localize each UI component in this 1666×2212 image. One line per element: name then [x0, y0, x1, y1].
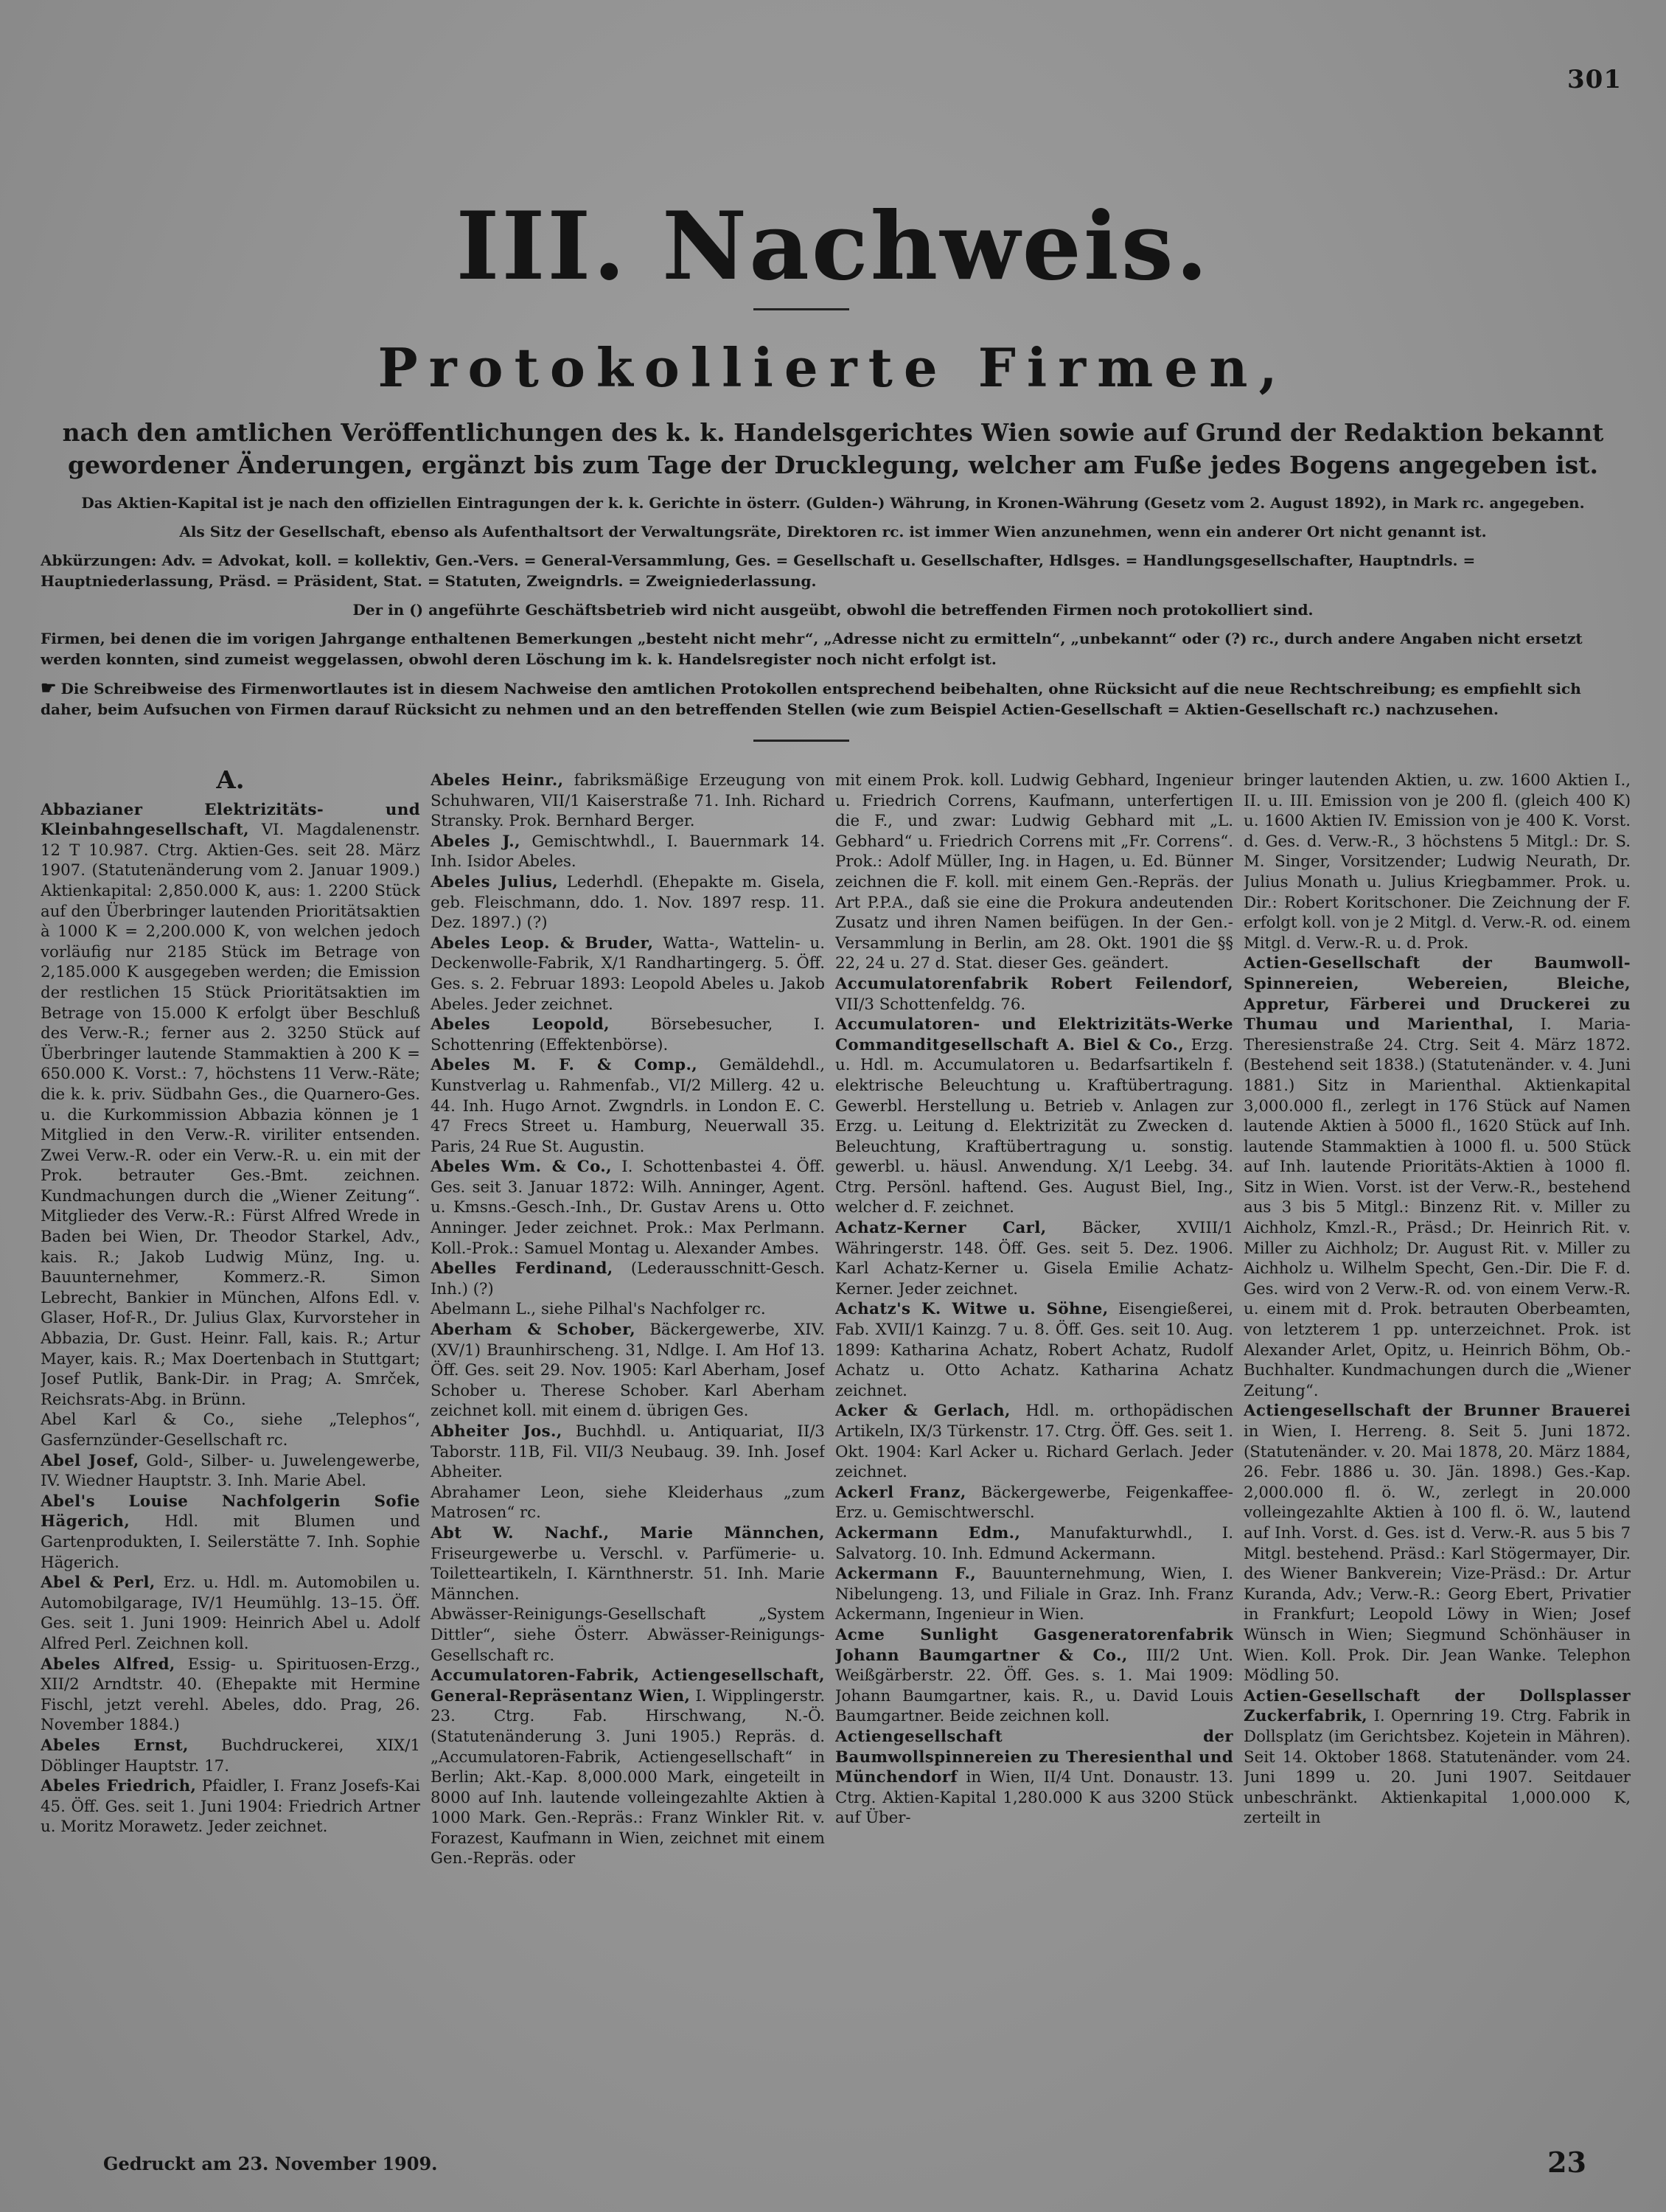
- note-abbreviations: [41, 550, 1625, 591]
- firm-details: Bäcker, XVIII/1 Währingerstr. 148. Öff. Ges. seit 5. Dez. 1906. Karl Achatz-Kerner u. Gisela Emilie Achatz-Kerner. Jeder zeichnet.: [835, 1219, 1233, 1298]
- firm-details: III/2 Unt. Weißgärberstr. 22. Öff. Ges. s. 1. Mai 1909: Johann Baumgartner, kais. R., u. David Louis Baumgartner. Beide zeichnen koll.: [835, 1646, 1233, 1726]
- firm-name: Abeles Wm. & Co.,: [431, 1158, 612, 1177]
- firm-details: Pfaidler, I. Franz Josefs-Kai 45. Öff. Ges. seit 1. Juni 1904: Friedrich Artner u. Moritz Morawetz. Jeder zeichnet.: [41, 1777, 420, 1837]
- firm-entry: [835, 1483, 1233, 1523]
- firm-entry: [431, 1666, 825, 1869]
- firm-details: I. Maria-Theresienstraße 24. Ctrg. Seit 4. März 1872. (Bestehend seit 1838.) (Statutenänder. v. 4. Juni 1881.) Sitz in Marienthal. Aktienkapital 3,000.000 fl., zerlegt in 176 Stück auf Namen lautende Aktien à 5000 fl., 1620 Stück auf Inh. lautende Stammaktien à 1000 fl. u. 500 Stück auf Inh. lautende Prioritäts-Aktien à 1000 fl. Sitz in Wien. Vorst. ist der Verw.-R., bestehend aus 3 bis 5 Mitgl.: Binzenz Rit. v. Miller zu Aichholz, Kmzl.-R., Präsd.; Dr. Heinrich Rit. v. Miller zu Aichholz; Dr. August Rit. v. Miller zu Aichholz u. Wilhelm Specht, Gen.-Dir. Die F. d. Ges. wird von 2 Verw.-R. od. von einem Verw.-R. u. einem mit d. Prok. betrauten Oberbeamten, von letzterem 1 pp. unterzeichnet. Prok. ist Alexander Arlet, Opitz, u. Heinrich Böhm, Ob.-Buchhalter. Kundmachungen durch die „Wiener Zeitung“.: [1244, 1015, 1631, 1400]
- firm-details: fabriksmäßige Erzeugung von Schuhwaren, VII/1 Kaiserstraße 71. Inh. Richard Stransky. Prok. Bernhard Berger.: [431, 771, 825, 831]
- firm-entry: [835, 1015, 1233, 1218]
- firm-details: Buchdruckerei, XIX/1 Döblinger Hauptstr. 17.: [41, 1736, 420, 1775]
- firm-name: Actien-Gesellschaft der Baumwoll-Spinnereien, Webereien, Bleiche, Appretur, Färberei und Druckerei zu Thumau und Marienthal,: [1244, 954, 1631, 1034]
- firm-details: I. Schottenbastei 4. Öff. Ges. seit 3. Januar 1872: Wilh. Anninger, Agent. u. Kmsns.-Gesch.-Inh., Dr. Gustav Arens u. Otto Anninger. Jeder zeichnet. Prok.: Max Perlmann. Koll.-Prok.: Samuel Montag u. Alexander Ambes.: [431, 1158, 825, 1258]
- preface-notes: [41, 493, 1625, 728]
- abbreviations-text: Adv. = Advokat, koll. = kollektiv, Gen.-Vers. = General-Versammlung, Ges. = Gesellschaft u. Gesellschafter, Hdlsges. = Handlungsgesellschafter, Hauptndrls. = Hauptniederlassung, Präsd. = Präsident, Stat. = Statuten, Zweigndrls. = Zweigniederlassung.: [41, 552, 1476, 590]
- firm-name: Abeles Friedrich,: [41, 1777, 197, 1796]
- firm-details: Essig- u. Spirituosen-Erzg., XII/2 Arndtstr. 40. (Ehepakte mit Hermine Fischl, jetzt verehl. Abeles, ddo. Prag, 26. November 1884.): [41, 1655, 420, 1735]
- note-inactive: Der in () angeführte Geschäftsbetrieb wird nicht ausgeübt, obwohl die betreffenden Firmen noch protokolliert sind.: [352, 601, 1314, 619]
- firm-entry: [41, 1451, 420, 1492]
- firm-details: in Wien, II/4 Unt. Donaustr. 13. Ctrg. Aktien-Kapital 1,280.000 K aus 3200 Stück auf Über-: [835, 1768, 1233, 1828]
- firm-entry: [41, 1736, 420, 1776]
- firm-entry: [41, 800, 420, 1411]
- firm-details: Abelmann L., siehe Pilhal's Nachfolger rc.: [431, 1300, 766, 1319]
- firm-entry: [835, 1625, 1233, 1727]
- firm-details: Bauunternehmung, Wien, I. Nibelungeng. 13, und Filiale in Graz. Inh. Franz Ackermann, Ingenieur in Wien.: [835, 1565, 1233, 1624]
- firm-entry: [41, 1492, 420, 1573]
- firm-entry: [431, 933, 825, 1015]
- section-letter-heading: A.: [216, 771, 245, 795]
- firm-name: Accumulatoren-Fabrik, Actiengesellschaft, General-Repräsentanz Wien,: [431, 1666, 825, 1705]
- column-4: [1244, 771, 1631, 2090]
- firm-name: Abel's Louise Nachfolgerin Sofie Hägerich,: [41, 1492, 420, 1531]
- firm-details: Börsebesucher, I. Schottenring (Effektenbörse).: [431, 1015, 825, 1054]
- firm-details: Hdl. mit Blumen und Gartenprodukten, I. Seilerstätte 7. Inh. Sophie Hägerich.: [41, 1512, 420, 1572]
- pointing-hand-icon: ☛: [41, 677, 57, 698]
- firm-name: Abt W. Nachf., Marie Männchen,: [431, 1523, 825, 1543]
- firm-name: Abeles J.,: [431, 832, 520, 851]
- firm-entry: [431, 832, 825, 872]
- firm-name: Acme Sunlight Gasgeneratorenfabrik Johann Baumgartner & Co.,: [835, 1625, 1233, 1665]
- firm-entry: [1244, 1401, 1631, 1686]
- firm-entry: [41, 1776, 420, 1837]
- print-date: Gedruckt am 23. November 1909.: [103, 2153, 438, 2174]
- firm-entry: [431, 771, 825, 832]
- firm-name: Abeles M. F. & Comp.,: [431, 1056, 698, 1075]
- firm-name: Actiengesellschaft der Brunner Brauerei: [1244, 1402, 1631, 1421]
- firm-name: Abbazianer Elektrizitäts- und Kleinbahngesellschaft,: [41, 800, 420, 840]
- page-subtitle: Protokollierte Firmen,: [377, 336, 1289, 399]
- firm-name: Abeles Leopold,: [431, 1015, 610, 1034]
- firm-entry: [431, 1483, 825, 1523]
- firm-name: Acker & Gerlach,: [835, 1402, 1011, 1421]
- firm-details: VII/3 Schottenfeldg. 76.: [835, 995, 1026, 1014]
- firm-entry: [431, 872, 825, 933]
- firm-details: Manufakturwhdl., I. Salvatorg. 10. Inh. Edmund Ackermann.: [835, 1523, 1233, 1563]
- column-1: [41, 771, 420, 2090]
- firm-details: Bäckergewerbe, XIV. (XV/1) Braunhirscheng. 31, Ndlge. I. Am Hof 13. Öff. Ges. seit 29. Nov. 1905: Karl Aberham, Josef Schober u. Therese Schober. Karl Aberham zeichnet koll. mit einem d. übrigen Ges.: [431, 1321, 825, 1421]
- firm-entry: [835, 1564, 1233, 1625]
- firm-details: I. Opernring 19. Ctrg. Fabrik in Dollsplatz (im Gerichtsbez. Kojetein in Mähren). Seit 14. Oktober 1868. Statutenänder. vom 24. Juni 1899 u. 20. Juni 1907. Seitdauer unbeschränkt. Aktienkapital 1,000.000 K, zerteilt in: [1244, 1707, 1631, 1828]
- firm-name: Actien-Gesellschaft der Dollsplasser Zuckerfabrik,: [1244, 1686, 1631, 1726]
- firm-details: Gemischtwhdl., I. Bauernmark 14. Inh. Isidor Abeles.: [431, 832, 825, 872]
- firm-entry: [835, 771, 1233, 974]
- firm-entry: [1244, 1686, 1631, 1829]
- firm-name: Actiengesellschaft der Baumwollspinnereien zu Theresienthal und Münchendorf: [835, 1727, 1233, 1787]
- firm-details: Erzg. u. Hdl. m. Accumulatoren u. Bedarfsartikeln f. elektrische Beleuchtung u. Kraftübertragung. Gewerbl. Herstellung u. Betrieb v. Anlagen zur Erzg. u. Leitung d. Elektrizität zu Zwecken d. Beleuchtung, Kraftübertragung u. sonstig. gewerbl. u. häusl. Anwendung. X/1 Leebg. 34. Ctrg. Persönl. haftend. Ges. August Biel, Ing., welcher d. F. zeichnet.: [835, 1035, 1233, 1217]
- firm-details: Bäckergewerbe, Feigenkaffee-Erz. u. Gemischtwerschl.: [835, 1483, 1233, 1523]
- page-title: III. Nachweis.: [456, 192, 1210, 301]
- column-1-entries: [41, 800, 420, 1837]
- firm-entry: [835, 1727, 1233, 1829]
- firm-details: Lederhdl. (Ehepakte m. Gisela, geb. Fleischmann, ddo. 1. Nov. 1897 resp. 11. Dez. 1897.) (?): [431, 872, 825, 933]
- firm-entry: [835, 1523, 1233, 1564]
- firm-name: Accumulatorenfabrik Robert Feilendorf,: [835, 974, 1233, 993]
- firm-details: bringer lautenden Aktien, u. zw. 1600 Aktien I., II. u. III. Emission von je 200 fl. (gleich 400 K) u. 1600 Aktien IV. Emission von je 400 K. Vorst. d. Ges. d. Verw.-R., 3 höchstens 5 Mitgl.: Dr. S. M. Singer, Vorsitzender; Ludwig Neurath, Dr. Julius Monath u. Julius Kriegbammer. Prok. u. Dir.: Robert Koritschoner. Die Zeichnung der F. erfolgt koll. von je 2 Mitgl. d. Verw.-R. od. einem Mitgl. d. Verw.-R. u. d. Prok.: [1244, 771, 1631, 953]
- firm-name: Abeles Ernst,: [41, 1736, 189, 1755]
- firm-details: Gemäldehdl., Kunstverlag u. Rahmenfab., VI/2 Millerg. 42 u. 44. Inh. Hugo Arnot. Zwgndrls. in London E. C. 47 Frecs Street u. Hamburg, Neuerwall 35. Paris, 24 Rue St. Augustin.: [431, 1056, 825, 1156]
- firm-name: Abeles Leop. & Bruder,: [431, 933, 654, 953]
- firm-details: (Lederausschnitt-Gesch. Inh.) (?): [431, 1259, 825, 1298]
- firm-name: Aberham & Schober,: [431, 1321, 636, 1340]
- firm-entry: [835, 1299, 1233, 1401]
- firm-entry: [431, 1320, 825, 1422]
- note-spelling-text: Die Schreibweise des Firmenwortlautes ist in diesem Nachweise den amtlichen Protokollen entsprechend beibehalten, ohne Rücksicht auf die neue Rechtschreibung; es empfiehlt sich daher, beim Aufsuchen von Firmen darauf Rücksicht zu nehmen und an den betreffenden Stellen (wie zum Beispiel Actien-Gesellschaft = Aktien-Gesellschaft rc.) nachzusehen.: [41, 680, 1581, 718]
- firm-details: Hdl. m. orthopädischen Artikeln, IX/3 Türkenstr. 17. Ctrg. Öff. Ges. seit 1. Okt. 1904: Karl Acker u. Richard Gerlach. Jeder zeichnet.: [835, 1402, 1233, 1482]
- firm-entry: [431, 1259, 825, 1299]
- firm-entry: [41, 1655, 420, 1736]
- firm-name: Ackermann F.,: [835, 1565, 977, 1584]
- abbreviations-label: Abkürzungen:: [41, 552, 157, 569]
- firm-details: I. Wipplingerstr. 23. Ctrg. Fab. Hirschwang, N.-Ö. (Statutenänderung 3. Juni 1905.) Repräs. d. „Accumulatoren-Fabrik, Actiengesellschaft“ in Berlin; Akt.-Kap. 8,000.000 Mark, eingeteilt in 8000 auf Inh. lautende volleingezahlte Aktien à 1000 Mark. Gen.-Repräs.: Franz Winkler Rit. v. Forazest, Kaufmann in Wien, zeichnet mit einem Gen.-Repräs. oder: [431, 1686, 825, 1868]
- firm-details: in Wien, I. Herreng. 8. Seit 5. Juni 1872. (Statutenänder. v. 20. Mai 1878, 20. März 1884, 26. Febr. 1886 u. 30. Jän. 1898.) Ges.-Kap. 2,000.000 fl. ö. W., zerlegt in 20.000 volleingezahlte Aktien à 100 fl. ö. W., lautend auf Inh. Vorst. d. Ges. ist d. Verw.-R. aus 5 bis 7 Mitgl. bestehend. Präsd.: Karl Stögermayer, Dir. des Wiener Bankverein; Vize-Präsd.: Dr. Artur Kuranda, Adv.; Verw.-R.: Georg Ebert, Privatier in Frankfurt; Leopold Löwy in Wien; Josef Wünsch in Wien; Siegmund Schönhäuser in Wien. Koll. Prok. Dir. Jean Wanke. Telephon Mödling 50.: [1244, 1422, 1631, 1686]
- firm-details: Erz. u. Hdl. m. Automobilen u. Automobilgarage, IV/1 Heumühlg. 13–15. Öff. Ges. seit 1. Juni 1909: Heinrich Abel u. Adolf Alfred Perl. Zeichnen koll.: [41, 1573, 420, 1653]
- firm-details: mit einem Prok. koll. Ludwig Gebhard, Ingenieur u. Friedrich Correns, Kaufmann, unterfertigen die F., und zwar: Ludwig Gebhard mit „L. Gebhard“ u. Friedrich Correns mit „Fr. Correns“. Prok.: Adolf Müller, Ing. in Hagen, u. Ed. Bünner zeichnen die F. koll. mit einem Gen.-Repräs. der Art P.P.A., daß sie eine die Prokura andeutenden Zusatz und ihren Namen beifügen. In der Gen.-Versammlung in Berlin, am 28. Okt. 1901 die §§ 22, 24 u. 27 d. Stat. dieser Ges. geändert.: [835, 771, 1233, 973]
- firm-name: Abeles Julius,: [431, 872, 559, 891]
- firm-name: Accumulatoren- und Elektrizitäts-Werke Commanditgesellschaft A. Biel & Co.,: [835, 1015, 1233, 1054]
- firm-details: Abrahamer Leon, siehe Kleiderhaus „zum Matrosen“ rc.: [431, 1483, 825, 1523]
- firm-name: Abeles Heinr.,: [431, 771, 564, 790]
- firm-entry: [1244, 771, 1631, 953]
- firm-entry: [431, 1604, 825, 1666]
- intro-paragraph: nach den amtlichen Veröffentlichungen des k. k. Handelsgerichtes Wien sowie auf Grund der Redaktion bekannt gewordener Änderungen, ergänzt bis zum Tage der Drucklegung, welcher am Fuße jedes Bogens angegeben ist.: [62, 418, 1604, 479]
- firm-name: Abel Josef,: [41, 1451, 139, 1470]
- note-seat: Als Sitz der Gesellschaft, ebenso als Aufenthaltsort der Verwaltungsräte, Direktoren rc. ist immer Wien anzunehmen, wenn ein anderer Ort nicht genannt ist.: [179, 523, 1487, 540]
- firm-name: Ackermann Edm.,: [835, 1523, 1021, 1543]
- firm-name: Abel & Perl,: [41, 1573, 156, 1593]
- column-4-entries: [1244, 771, 1631, 1829]
- firm-name: Achatz's K. Witwe u. Söhne,: [835, 1300, 1109, 1319]
- firm-name: Abheiter Jos.,: [431, 1422, 562, 1441]
- firm-details: Abel Karl & Co., siehe „Telephos“, Gasfernzünder-Gesellschaft rc.: [41, 1411, 420, 1450]
- firm-details: Buchhdl. u. Antiquariat, II/3 Taborstr. 11B, Fil. VII/3 Neubaug. 39. Inh. Josef Abheiter.: [431, 1422, 825, 1482]
- firm-entry: [431, 1015, 825, 1055]
- firm-entry: [431, 1523, 825, 1604]
- firm-entry: [1244, 953, 1631, 1401]
- firm-details: Friseurgewerbe u. Verschl. v. Parfümerie- u. Toiletteartikeln, I. Kärnthnerstr. 51. Inh. Marie Männchen.: [431, 1544, 825, 1604]
- firm-entry: [835, 974, 1233, 1015]
- column-2-entries: [431, 771, 825, 1869]
- firm-details: Watta-, Wattelin- u. Deckenwolle-Fabrik, X/1 Randhartingerg. 5. Öff. Ges. s. 2. Februar 1893: Leopold Abeles u. Jakob Abeles. Jeder zeichnet.: [431, 933, 825, 1014]
- firm-entry: [41, 1410, 420, 1450]
- column-3: [835, 771, 1233, 2090]
- sheet-signature: 23: [1547, 2146, 1586, 2179]
- column-3-entries: [835, 771, 1233, 1829]
- firm-entry: [431, 1422, 825, 1483]
- firm-name: Abelles Ferdinand,: [431, 1259, 613, 1279]
- firm-name: Achatz-Kerner Carl,: [835, 1219, 1047, 1238]
- page-number: 301: [1567, 65, 1622, 94]
- firm-details: VI. Magdalenenstr. 12 T 10.987. Ctrg. Aktien-Ges. seit 28. März 1907. (Statutenänderung vom 2. Januar 1909.) Aktienkapital: 2,850.000 K, aus: 1. 2200 Stück auf den Überbringer lautenden Prioritätsaktien à 1000 K = 2,200.000 K, von welchen jedoch vorläufig nur 2185 Stück im Betrage von 2,185.000 K ausgegeben werden; die Emission der restlichen 15 Stück Prioritätsaktien im Betrage von 15.000 K erfolgt über Beschluß des Verw.-R.; ferner aus 2. 3250 Stück auf Überbringer lautende Stammaktien à 200 K = 650.000 K. Vorst.: 7, höchstens 11 Verw.-Räte; die k. k. priv. Südbahn Ges., die Quarnero-Ges. u. die Kurkommission Abbazia können je 1 Mitglied in den Verw.-R. viriliter entsenden. Zwei Verw.-R. oder ein Verw.-R. u. ein mit der Prok. betrauter Ges.-Bmt. zeichnen. Kundmachungen durch die „Wiener Zeitung“. Mitglieder des Verw.-R.: Fürst Alfred Wrede in Baden bei Wien, Dr. Theodor Starkel, Adv., kais. R.; Jakob Ludwig Münz, Ing. u. Bauunternehmer, Kommerz.-R. Simon Lebrecht, Bankier in München, Alfons Edl. v. Glaser, Hof-R., Dr. Julius Glax, Kurvorsteher in Abbazia, Dr. Gust. Heinr. Fall, kais. R.; Artur Mayer, kais. R.; Max Doertenbach in Stuttgart; Josef Putlik, Bank-Dir. in Prag; A. Smrček, Reichsrats-Abg. in Brünn.: [41, 821, 420, 1409]
- title-divider: [753, 308, 849, 310]
- notes-divider: [753, 740, 849, 742]
- note-spelling: [41, 678, 1625, 720]
- firm-entry: [835, 1218, 1233, 1299]
- firm-entry: [431, 1157, 825, 1259]
- firm-entry: [431, 1299, 825, 1320]
- firm-name: Abeles Alfred,: [41, 1655, 175, 1674]
- note-capital: Das Aktien-Kapital ist je nach den offiziellen Eintragungen der k. k. Gerichte in österr. (Gulden-) Währung, in Kronen-Währung (Gesetz vom 2. August 1892), in Mark rc. angegeben.: [81, 494, 1585, 512]
- firm-details: Eisengießerei, Fab. XVII/1 Kainzg. 7 u. 8. Öff. Ges. seit 10. Aug. 1899: Katharina Achatz, Robert Achatz, Rudolf Achatz u. Otto Achatz. Katharina Achatz zeichnet.: [835, 1300, 1233, 1400]
- firm-listing: [41, 771, 1629, 2090]
- firm-name: Ackerl Franz,: [835, 1483, 966, 1502]
- firm-entry: [431, 1055, 825, 1157]
- note-omitted: Firmen, bei denen die im vorigen Jahrgange enthaltenen Bemerkungen „besteht nicht mehr“, „Adresse nicht zu ermitteln“, „unbekannt“ oder (?) rc., durch andere Angaben nicht ersetzt werden konnten, sind zumeist weggelassen, obwohl deren Löschung im k. k. Handelsregister noch nicht erfolgt ist.: [41, 630, 1583, 668]
- firm-details: Gold-, Silber- u. Juwelengewerbe, IV. Wiedner Hauptstr. 3. Inh. Marie Abel.: [41, 1451, 420, 1491]
- firm-entry: [835, 1401, 1233, 1482]
- firm-details: Abwässer-Reinigungs-Gesellschaft „System Dittler“, siehe Österr. Abwässer-Reinigungs-Gesellschaft rc.: [431, 1605, 825, 1665]
- firm-entry: [41, 1573, 420, 1654]
- column-2: [431, 771, 825, 2090]
